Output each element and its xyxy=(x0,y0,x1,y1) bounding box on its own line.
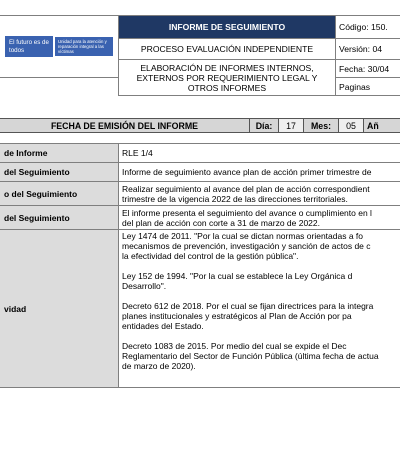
day-label: Día: xyxy=(250,119,279,133)
year-label: Añ xyxy=(364,119,400,133)
codigo-field: Código: 150. xyxy=(336,16,400,39)
row-value-objetivo: Realizar seguimiento al avance del plan de acción correspondient trimestre de la vigencia 2022 de las direcciones territoriales. xyxy=(119,182,400,206)
norm-item: Ley 152 de 1994. "Por la cual se establece la Ley Orgánica d Desarrollo". xyxy=(122,271,353,291)
table-row xyxy=(0,163,400,182)
month-label: Mes: xyxy=(304,119,339,133)
table-row xyxy=(0,144,400,163)
row-value-alcance: El informe presenta el seguimiento del avance o cumplimiento en l del plan de acción con corte a 31 de marzo de 2022. xyxy=(119,206,400,230)
row-label-nombre: del Seguimiento xyxy=(0,163,119,182)
fecha-field: Fecha: 30/04 xyxy=(336,60,400,78)
version-field: Versión: 04 xyxy=(336,39,400,60)
paginas-field: Paginas xyxy=(336,78,400,96)
document-title: INFORME DE SEGUIMIENTO xyxy=(119,16,336,39)
row-value-normatividad xyxy=(119,230,400,388)
process-description: ELABORACIÓN DE INFORMES INTERNOS, EXTERNOS POR REQUERIMIENTO LEGAL Y OTROS INFORMES xyxy=(119,60,336,96)
logo-sub-text: Unidad para la atención y reparación integral a las víctimas xyxy=(55,37,113,57)
table-row xyxy=(0,206,400,230)
row-label-normatividad: vidad xyxy=(0,230,119,388)
row-label-alcance: del Seguimiento xyxy=(0,206,119,230)
row-label-objetivo: o del Seguimiento xyxy=(0,182,119,206)
emission-date-label: FECHA DE EMISIÓN DEL INFORME xyxy=(0,119,250,133)
table-row xyxy=(0,230,400,388)
document-header xyxy=(0,15,400,96)
row-value-tipo: RLE 1/4 xyxy=(119,144,400,163)
norm-item: Decreto 1083 de 2015. Por medio del cual se expide el Dec Reglamentario del Sector de Función Pública (última fecha de actua de marzo de 2020). xyxy=(122,341,379,371)
emission-date-row xyxy=(0,118,400,133)
institution-logo xyxy=(0,21,118,73)
table-row xyxy=(0,182,400,206)
report-details-table xyxy=(0,143,400,388)
norm-item: Decreto 612 de 2018. Por el cual se fijan directrices para la integra planes institucionales y estratégicos al Plan de Acción por pa entidades del Estado. xyxy=(122,301,374,331)
logo-main-text: El futuro es de todos xyxy=(5,36,53,56)
process-name: PROCESO EVALUACIÓN INDEPENDIENTE xyxy=(119,39,336,60)
row-value-nombre: Informe de seguimiento avance plan de acción primer trimestre de xyxy=(119,163,400,182)
logo-spacer xyxy=(0,78,119,96)
logo-cell xyxy=(0,16,119,78)
row-label-tipo: de Informe xyxy=(0,144,119,163)
month-value: 05 xyxy=(339,119,364,133)
day-value: 17 xyxy=(279,119,304,133)
norm-item: Ley 1474 de 2011. "Por la cual se dictan normas orientadas a fo mecanismos de prevención, investigación y sanción de actos de c la efectividad del control de la gestión pública". xyxy=(122,231,371,261)
